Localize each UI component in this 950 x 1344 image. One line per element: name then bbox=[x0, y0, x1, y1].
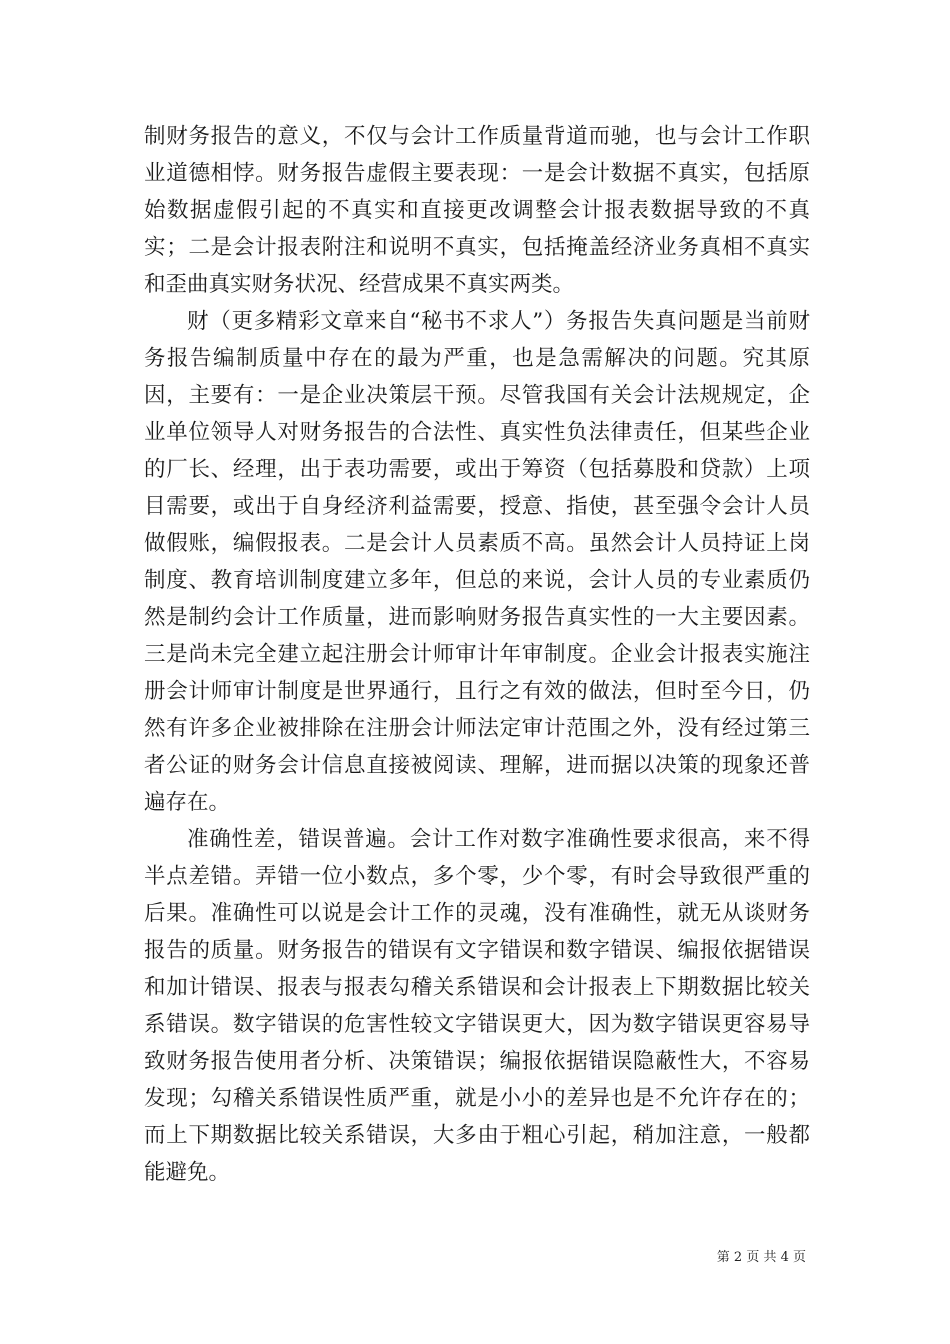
paragraph-3: 准确性差，错误普遍。会计工作对数字准确性要求很高，来不得半点差错。弄错一位小数点，多个零，少个零，有时会导致很严重的后果。准确性可以说是会计工作的灵魂，没有准确性，就无从谈财务报告的质量。财务报告的错误有文字错误和数字错误、编报依据错误和加计错误、报表与报表勾稽关系错误和会计报表上下期数据比较关系错误。数字错误的危害性较文字错误更大，因为数字错误更容易导致财务报告使用者分析、决策错误；编报依据错误隐蔽性大，不容易发现；勾稽关系错误性质严重，就是小小的差异也是不允许存在的；而上下期数据比较关系错误，大多由于粗心引起，稍加注意，一般都能避免。 bbox=[144, 827, 810, 1185]
body-text bbox=[144, 118, 810, 1191]
page-number-footer: 第 2 页 共 4 页 bbox=[716, 1250, 806, 1265]
paragraph-1: 制财务报告的意义，不仅与会计工作质量背道而驰，也与会计工作职业道德相悖。财务报告虚假主要表现：一是会计数据不真实，包括原始数据虚假引起的不真实和直接更改调整会计报表数据导致的不真实；二是会计报表附注和说明不真实，包括掩盖经济业务真相不真实和歪曲真实财务状况、经营成果不真实两类。 bbox=[144, 124, 810, 297]
paragraph-2: 财（更多精彩文章来自“秘书不求人”）务报告失真问题是当前财务报告编制质量中存在的最为严重，也是急需解决的问题。究其原因，主要有：一是企业决策层干预。尽管我国有关会计法规规定，企业单位领导人对财务报告的合法性、真实性负法律责任，但某些企业的厂长、经理，出于表功需要，或出于筹资（包括募股和贷款）上项目需要，或出于自身经济利益需要，授意、指使，甚至强令会计人员做假账，编假报表。二是会计人员素质不高。虽然会计人员持证上岗制度、教育培训制度建立多年，但总的来说，会计人员的专业素质仍然是制约会计工作质量，进而影响财务报告真实性的一大主要因素。三是尚未完全建立起注册会计师审计年审制度。企业会计报表实施注册会计师审计制度是世界通行，且行之有效的做法，但时至今日，仍然有许多企业被排除在注册会计师法定审计范围之外，没有经过第三者公证的财务会计信息直接被阅读、理解，进而据以决策的现象还普遍存在。 bbox=[144, 309, 810, 815]
